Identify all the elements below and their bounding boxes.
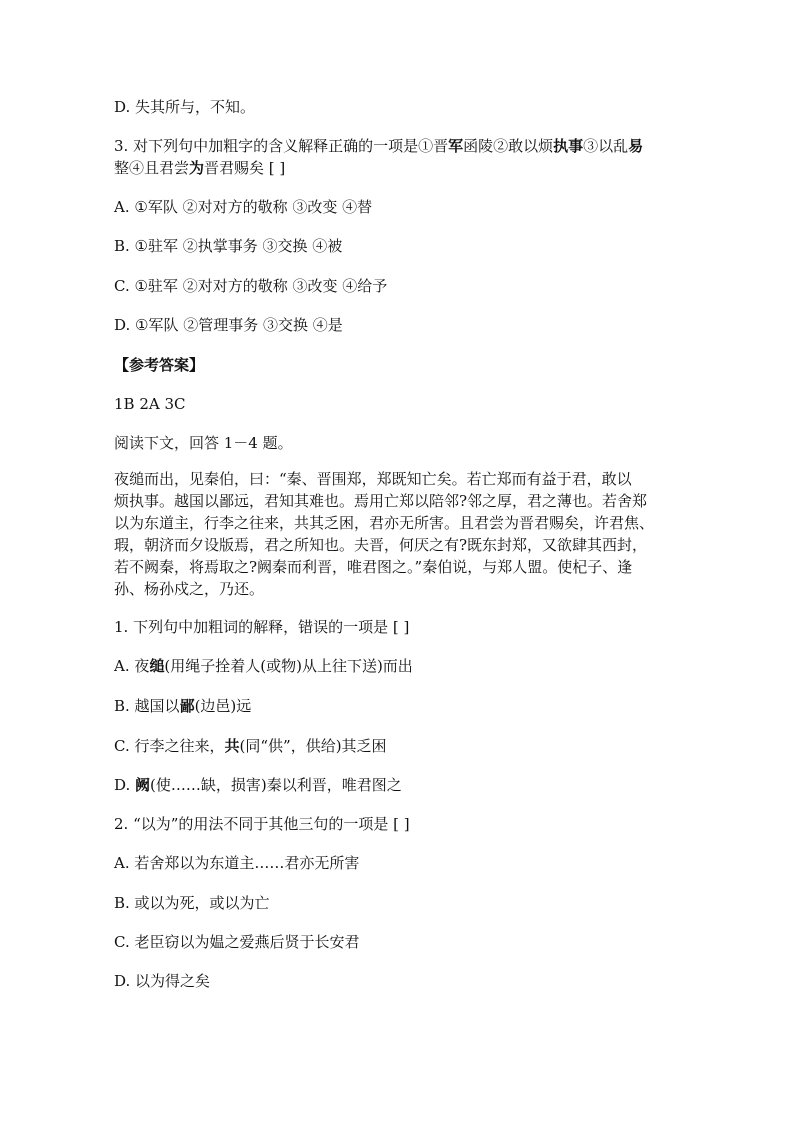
question-2-option-c: C. 老臣窃以为媪之爱燕后贤于长安君 — [114, 933, 360, 951]
bold-char-jun: 军 — [448, 137, 464, 155]
bold-char-yi: 易 — [628, 137, 644, 155]
bold-char-wei: 为 — [189, 159, 205, 177]
question-2-option-d: D. 以为得之矣 — [114, 972, 211, 990]
question-1-stem: 1. 下列句中加粗词的解释，错误的一项是 [ ] — [114, 618, 410, 636]
question-3-option-d: D. ①军队 ②管理事务 ③交换 ④是 — [114, 316, 343, 334]
passage-line: 若不阙秦，将焉取之?阙秦而利晋，唯君图之。”秦伯说，与郑人盟。使杞子、逢 — [114, 558, 633, 576]
question-3-option-c: C. ①驻军 ②对对方的敬称 ③改变 ④给予 — [114, 277, 388, 295]
answer-heading: 【参考答案】 — [114, 356, 205, 374]
question-3-option-b: B. ①驻军 ②执掌事务 ③交换 ④被 — [114, 237, 343, 255]
passage-line: 以为东道主，行李之往来，共其乏困，君亦无所害。且君尝为晋君赐矣，许君焦、 — [114, 514, 655, 532]
question-1-option-c: C. 行李之往来，共(同“供”，供给)其乏困 — [114, 737, 387, 755]
question-2-option-b: B. 或以为死，或以为亡 — [114, 894, 270, 912]
question-3-option-a: A. ①军队 ②对对方的敬称 ③改变 ④替 — [114, 198, 373, 216]
question-3-stem-line-2: 整④且君尝为晋君赐矣 [ ] — [114, 159, 286, 177]
passage-line: 夜缒而出，见秦伯，曰：“秦、晋围郑，郑既知亡矣。若亡郑而有益于君，敢以 — [114, 470, 632, 488]
question-1-option-b: B. 越国以鄙(边邑)远 — [114, 697, 252, 715]
question-3-stem — [114, 135, 684, 179]
passage-line: 孙、杨孙戍之，乃还。 — [114, 580, 265, 598]
passage-line: 瑕，朝济而夕设版焉，君之所知也。夫晋，何厌之有?既东封郑，又欲肆其西封， — [114, 536, 648, 554]
question-2-option-a: A. 若舍郑以为东道主……君亦无所害 — [114, 854, 360, 872]
question-2-stem: 2. “以为”的用法不同于其他三句的一项是 [ ] — [114, 815, 410, 833]
passage-line: 烦执事。越国以鄙远，君知其难也。焉用亡郑以陪邻?邻之厚，君之薄也。若舍郑 — [114, 492, 648, 510]
answer-text: 1B 2A 3C — [114, 395, 186, 413]
bold-word-zhishi: 执事 — [553, 137, 584, 155]
question-1-option-a: A. 夜缒(用绳子拴着人(或物)从上往下送)而出 — [114, 657, 413, 675]
prev-question-option-d: D. 失其所与，不知。 — [114, 98, 256, 116]
question-3-stem-line-1: 3. 对下列句中加粗字的含义解释正确的一项是①晋军函陵②敢以烦执事③以乱易 — [114, 137, 644, 155]
question-1-option-d: D. 阙(使……缺，损害)秦以利晋，唯君图之 — [114, 776, 402, 794]
reading-passage — [114, 468, 684, 600]
reading-intro: 阅读下文，回答 1－4 题。 — [114, 434, 293, 452]
